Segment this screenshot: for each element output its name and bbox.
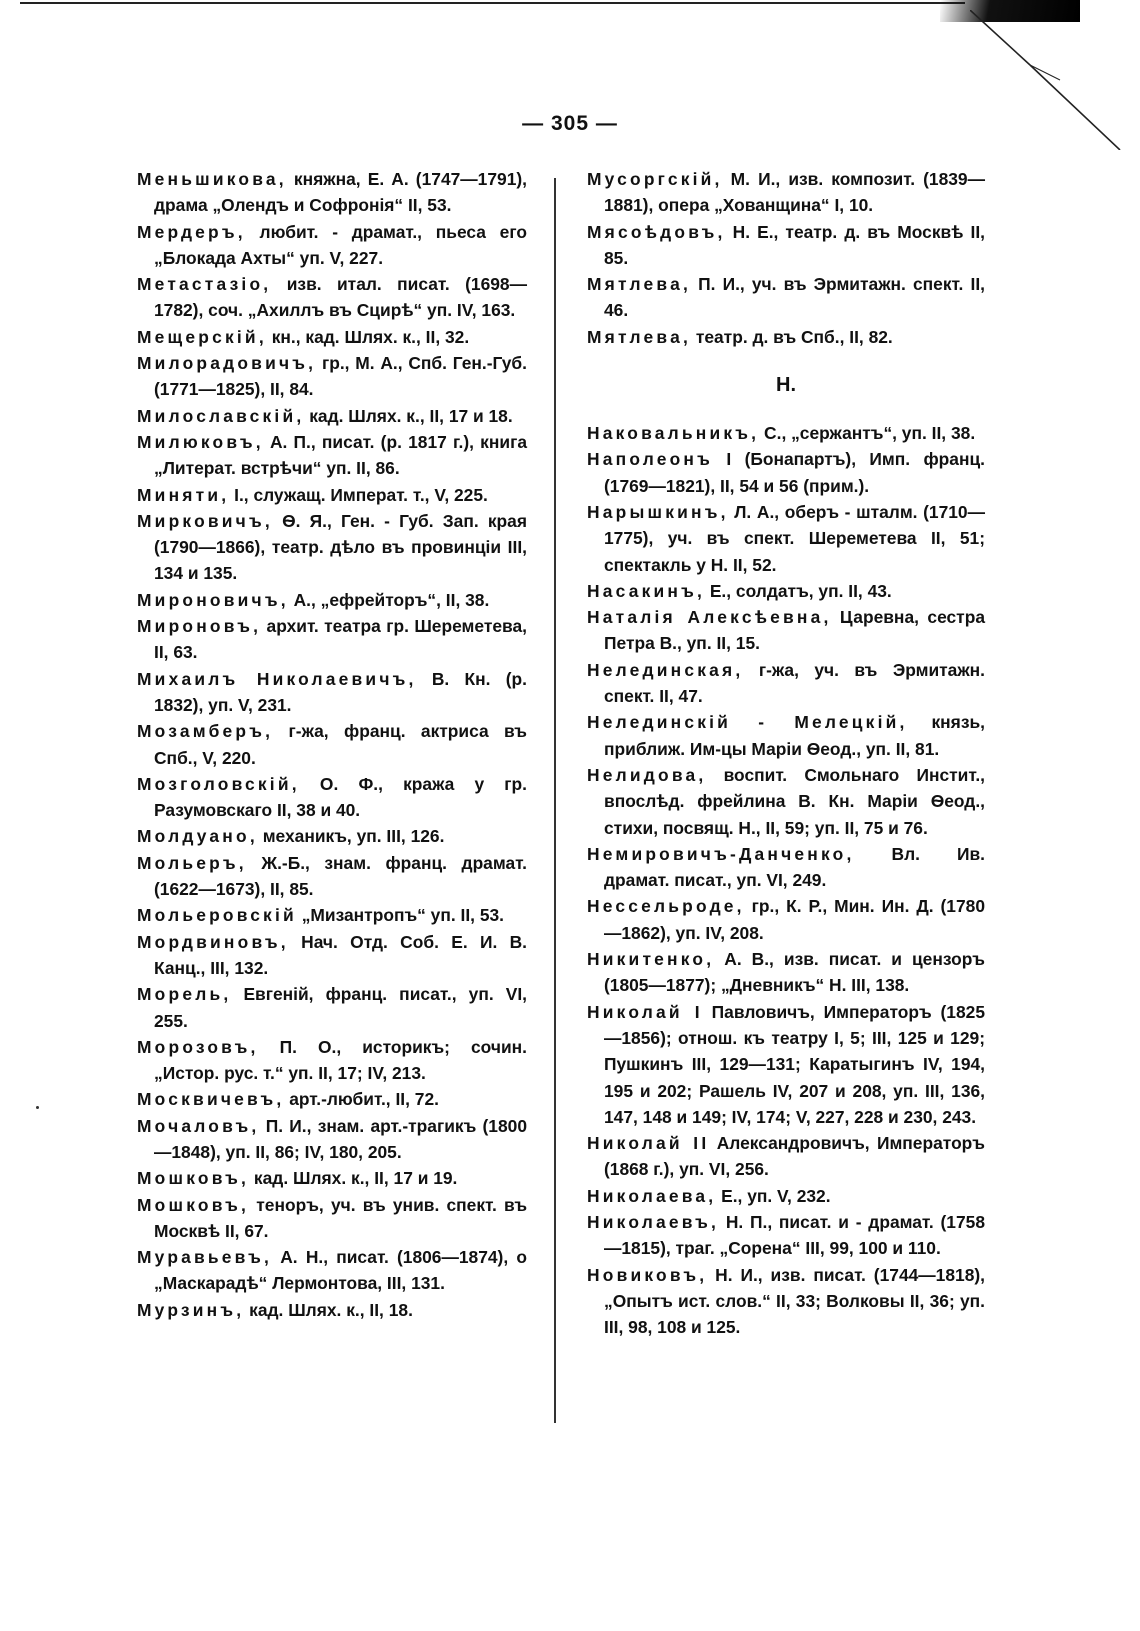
index-entry (137, 1192, 527, 1245)
index-entry (587, 324, 985, 350)
index-entry (587, 219, 985, 272)
entry-text: Ѳ. Я., Ген. - Губ. Зап. края (1790—1866), театр. дѣло въ провинціи III, 134 и 135. (154, 510, 527, 584)
index-entry (587, 604, 985, 657)
entry-text: теноръ, уч. въ унив. спект. въ Москвѣ II, 67. (154, 1194, 527, 1241)
entry-text: г-жа, франц. актриса въ Спб., V, 220. (154, 721, 527, 768)
entry-headword: Мурзинъ, (137, 1299, 245, 1320)
entry-headword: Мердеръ, (137, 221, 246, 242)
entry-text: изв. итал. писат. (1698—1782), соч. „Ахиллъ въ Сцирѣ“ уп. IV, 163. (154, 274, 527, 321)
entry-headword: Николай I (587, 1001, 703, 1022)
index-entry (587, 420, 985, 446)
entry-text: кад. Шлях. к., II, 17 и 18. (304, 405, 513, 426)
entry-text: А. П., писат. (р. 1817 г.), книга „Литерат. встрѣчи“ уп. II, 86. (154, 431, 527, 479)
entry-text: Вл. Ив. драмат. писат., уп. VI, 249. (604, 843, 985, 891)
index-entry (587, 1130, 985, 1183)
index-entry (587, 578, 985, 604)
entry-headword: Мошковъ, (137, 1194, 250, 1215)
entry-text: Павловичъ, Императоръ (1825—1856); отнош. къ театру I, 5; III, 125 и 129; Пушкинъ III, 129—131; Каратыгинъ IV, 194, 195 и 202; Рашель IV, 207 и 208, уп. III, 136, 147, 148 и 149; IV, 174; V, 227, 228 и 230, 243. (604, 1001, 985, 1127)
entry-text: воспит. Смольнаго Инстит., впослѣд. фрейлина В. Кн. Маріи Ѳеод., стихи, посвящ. Н., II, 59; уп. II, 75 и 76. (604, 764, 985, 838)
entry-text: „Мизантропъ“ уп. II, 53. (296, 905, 504, 926)
entry-text: князь, приближ. Им-цы Маріи Ѳеод., уп. II, 81. (604, 712, 985, 759)
entry-text: гр., М. А., Спб. Ген.-Губ. (1771—1825), II, 84. (154, 353, 527, 400)
index-entry (137, 271, 527, 324)
entry-headword: Миняти, (137, 484, 230, 505)
left-column (137, 166, 527, 1323)
entry-text: О. Ф., кража у гр. Разумовскаго II, 38 и 40. (154, 773, 527, 821)
index-entry (137, 508, 527, 587)
entry-headword: Мошковъ, (137, 1168, 250, 1189)
index-entry (137, 403, 527, 429)
entry-headword: Муравьевъ, (137, 1247, 273, 1268)
entry-text: Н. П., писат. и - драмат. (1758—1815), траг. „Сорена“ III, 99, 100 и 110. (604, 1211, 985, 1259)
right-entries-m (587, 166, 985, 350)
entry-text: кад. Шлях. к., II, 18. (244, 1299, 413, 1320)
index-entry (587, 1209, 985, 1262)
index-entry (137, 981, 527, 1034)
entry-headword: Нарышкинъ, (587, 501, 729, 522)
index-entry (587, 446, 985, 499)
entry-text: кад. Шлях. к., II, 17 и 19. (249, 1168, 458, 1189)
entry-headword: Мирковичъ, (137, 510, 273, 531)
entry-text: архит. театра гр. Шереметева, II, 63. (154, 616, 527, 663)
entry-headword: Мироновъ, (137, 616, 262, 637)
column-divider (554, 178, 556, 1423)
entry-text: В. Кн. (р. 1832), уп. V, 231. (154, 668, 527, 715)
entry-headword: Морель, (137, 984, 232, 1005)
top-scan-rule (20, 2, 965, 4)
entry-headword: Молдуано, (137, 826, 258, 847)
entry-text: арт.-любит., II, 72. (284, 1089, 439, 1110)
entry-text: Евгеній, франц. писат., уп. VI, 255. (154, 984, 527, 1031)
entry-headword: Наковальникъ, (587, 423, 760, 444)
entry-headword: Москвичевъ, (137, 1089, 285, 1110)
entry-headword: Мусоргскій, (587, 169, 723, 189)
entry-headword: Мятлева, (587, 274, 691, 295)
page-number: — 305 — (522, 112, 618, 135)
entry-headword: Новиковъ, (587, 1264, 708, 1285)
entry-headword: Меньшикова, (137, 169, 287, 189)
entry-text: I (Бонапартъ), Имп. франц. (1769—1821), II, 54 и 56 (прим.). (604, 449, 985, 496)
entry-text: П. И., знам. арт.-трагикъ (1800—1848), уп. II, 86; IV, 180, 205. (154, 1115, 527, 1162)
entry-headword: Никитенко, (587, 949, 715, 970)
right-entries-n (587, 420, 985, 1340)
entry-text: кн., кад. Шлях. к., II, 32. (266, 326, 470, 347)
index-entry (137, 1034, 527, 1087)
entry-text: Е., уп. V, 232. (716, 1185, 831, 1206)
entry-text: г-жа, уч. въ Эрмитажн. спект. II, 47. (604, 659, 985, 707)
index-entry (137, 219, 527, 272)
index-entry (137, 587, 527, 613)
index-entry (137, 613, 527, 666)
index-entry (587, 657, 985, 710)
entry-headword: Николай II (587, 1133, 710, 1154)
entry-text: П. О., историкъ; сочин. „Истор. рус. т.“ уп. II, 17; IV, 213. (154, 1036, 527, 1084)
entry-text: С., „сержантъ“, уп. II, 38. (759, 423, 976, 444)
entry-text: любит. - драмат., пьеса его „Блокада Ахты“ уп. V, 227. (154, 221, 527, 268)
entry-headword: Мироновичъ, (137, 589, 289, 610)
entry-headword: Милорадовичъ, (137, 353, 317, 374)
entry-headword: Мещерскій, (137, 326, 267, 347)
index-entry (137, 850, 527, 903)
entry-text: А., „ефрейторъ“, II, 38. (288, 589, 490, 610)
entry-headword: Нелединскій - Мелецкій, (587, 712, 908, 733)
entry-headword: Мордвиновъ, (137, 931, 289, 952)
index-entry (587, 166, 985, 219)
index-entry (137, 324, 527, 350)
index-entry (137, 166, 527, 219)
entry-headword: Милославскій, (137, 405, 305, 426)
entry-text: Н. И., изв. писат. (1744—1818), „Опытъ ист. слов.“ II, 33; Волковы II, 36; уп. III, 98, 108 и 125. (604, 1264, 985, 1338)
entry-headword: Морозовъ, (137, 1036, 259, 1057)
entry-headword: Мозголовскій, (137, 773, 300, 794)
entry-headword: Нелидова, (587, 764, 707, 785)
entry-text: Е., солдатъ, уп. II, 43. (705, 580, 892, 601)
section-letter: Н. (776, 374, 796, 397)
entry-headword: Метастазіо, (137, 274, 272, 295)
index-entry (137, 718, 527, 771)
entry-headword: Наполеонъ (587, 449, 714, 470)
entry-headword: Насакинъ, (587, 580, 705, 601)
index-entry (137, 823, 527, 849)
index-entry (587, 893, 985, 946)
index-entry (137, 1297, 527, 1323)
entry-headword: Николаевъ, (587, 1211, 720, 1232)
entry-text: княжна, Е. А. (1747—1791), драма „Олендъ и Софронія“ II, 53. (154, 169, 527, 216)
index-entry (137, 929, 527, 982)
entry-text: П. И., уч. въ Эрмитажн. спект. II, 46. (604, 274, 985, 321)
index-entry (587, 1262, 985, 1341)
entry-text: гр., К. Р., Мин. Ин. Д. (1780—1862), уп. IV, 208. (604, 896, 985, 943)
index-entry (137, 1113, 527, 1166)
index-entry (137, 482, 527, 508)
index-entry (137, 429, 527, 482)
entry-text: Нач. Отд. Соб. Е. И. В. Канц., III, 132. (154, 931, 527, 978)
entry-text: I., служащ. Императ. т., V, 225. (229, 484, 488, 505)
entry-text: механикъ, уп. III, 126. (257, 826, 445, 847)
index-entry (587, 762, 985, 841)
right-column (587, 166, 985, 1340)
entry-headword: Мятлева, (587, 326, 691, 347)
entry-headword: Милюковъ, (137, 431, 264, 452)
index-entry (137, 1165, 527, 1191)
index-entry (587, 946, 985, 999)
entry-headword: Мольеровскій (137, 905, 297, 926)
index-entry (137, 771, 527, 824)
entry-text: А. Н., писат. (1806—1874), о „Маскарадѣ“ Лермонтова, III, 131. (154, 1247, 527, 1294)
entry-text: А. В., изв. писат. и цензоръ (1805—1877); „Дневникъ“ Н. III, 138. (604, 949, 985, 996)
entry-headword: Николаева, (587, 1185, 717, 1206)
entry-headword: Мольеръ, (137, 852, 247, 873)
entry-headword: Нелединская, (587, 659, 744, 680)
entry-headword: Михаилъ Николаевичъ, (137, 668, 417, 689)
entry-text: Л. А., оберъ - шталм. (1710—1775), уч. въ спект. Шереметева II, 51; спектакль у Н. II, 52. (604, 501, 985, 575)
index-entry (587, 709, 985, 762)
entry-text: театр. д. въ Спб., II, 82. (690, 326, 893, 347)
scan-speck (36, 1106, 39, 1109)
entry-text: Царевна, сестра Петра В., уп. II, 15. (604, 607, 985, 654)
index-entry (587, 499, 985, 578)
entry-headword: Нессельроде, (587, 896, 745, 917)
entry-text: Александровичъ, Императоръ (1868 г.), уп. VI, 256. (604, 1133, 985, 1180)
entry-headword: Мочаловъ, (137, 1115, 260, 1136)
index-entry (587, 999, 985, 1130)
entry-headword: Мозамберъ, (137, 721, 274, 742)
entry-text: Н. Е., театр. д. въ Москвѣ II, 85. (604, 221, 985, 268)
entry-headword: Наталія Алексѣевна, (587, 607, 832, 628)
entry-headword: Немировичъ-Данченко, (587, 843, 855, 864)
entry-headword: Мясоѣдовъ, (587, 221, 726, 242)
index-entry (137, 350, 527, 403)
index-entry (587, 1183, 985, 1209)
index-entry (137, 1086, 527, 1112)
index-entry (587, 841, 985, 894)
entry-text: М. И., изв. композит. (1839—1881), опера „Хованщина“ I, 10. (604, 169, 985, 216)
index-entry (587, 271, 985, 324)
index-entry (137, 1244, 527, 1297)
entry-text: Ж.-Б., знам. франц. драмат. (1622—1673), II, 85. (154, 852, 527, 900)
index-entry (137, 666, 527, 719)
index-entry (137, 902, 527, 928)
